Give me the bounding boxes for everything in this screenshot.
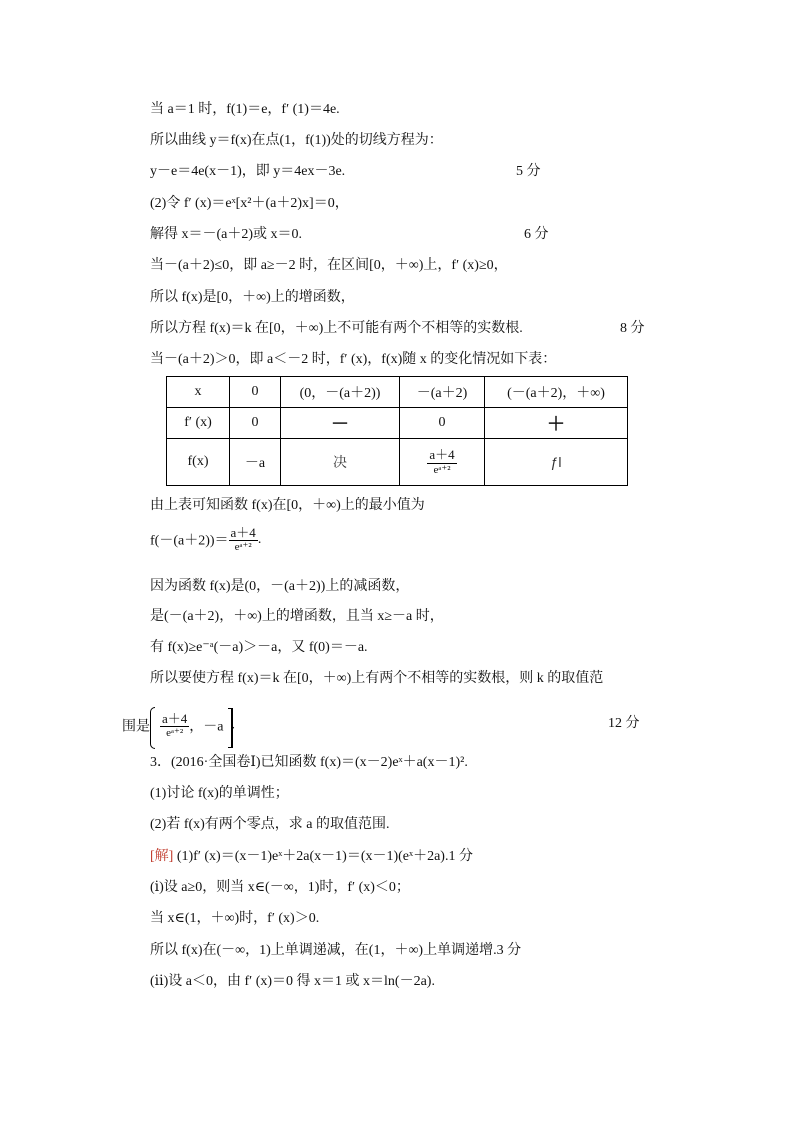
text-line: 当 a＝1 时，f(1)＝e，f′ (1)＝4e. [150,102,340,117]
table-cell: ＋ [485,408,628,439]
table-cell [400,439,485,486]
table-cell: f′ (x) [167,408,230,439]
table-cell: (－(a＋2)，＋∞) [485,377,628,408]
text-line: 有 f(x)≥e⁻ᵃ(－a)＞－a，又 f(0)＝－a. [150,640,368,655]
formula-line [122,712,235,739]
right-bracket [228,708,233,748]
denominator: eᵃ⁺² [234,541,252,554]
fraction [427,448,456,475]
text-line: (2)令 f′ (x)＝eˣ[x²＋(a＋2)x]＝0， [150,196,349,211]
numerator: a＋4 [230,525,256,540]
formula-end: . [257,531,262,547]
solution-text: (1)f′ (x)＝(x－1)eˣ＋2a(x－1)＝(x－1)(eˣ＋2a).1 分 [173,849,473,864]
text-line: 当－(a＋2)≤0，即 a≥－2 时，在区间[0，＋∞)上，f′ (x)≥0， [150,258,508,273]
text-line: (ⅱ)设 a＜0，由 f′ (x)＝0 得 x＝1 或 x＝ln(－2a). [150,974,435,989]
text-line: 所以曲线 y＝f(x)在点(1，f(1))处的切线方程为： [150,133,443,148]
left-paren [150,707,155,749]
table-row [167,439,628,486]
numerator: a＋4 [162,711,188,726]
table-cell: －a [230,439,281,486]
text-line: 当 x∈(1，＋∞)时，f′ (x)＞0. [150,911,320,926]
increasing-mark: ƒl [485,439,628,486]
text-line: 因为函数 f(x)是(0，－(a＋2))上的减函数， [150,579,410,594]
text-line: y－e＝4e(x－1)，即 y＝4ex－3e. [150,164,346,179]
numerator: a＋4 [429,447,455,463]
text-line: 所以 f(x)在(－∞，1)上单调递减，在(1，＋∞)上单调递增.3 分 [150,943,522,958]
denominator: eᵃ⁺² [433,463,451,476]
table-cell: f(x) [167,439,230,486]
decreasing-mark: 决 [281,439,400,486]
text-line: 所以要使方程 f(x)＝k 在[0，＋∞)上有两个不相等的实数根，则 k 的取值范 [150,671,604,686]
text-line: (2)若 f(x)有两个零点，求 a 的取值范围. [150,817,390,832]
table-row [167,377,628,408]
solution-tag: [解] [150,849,174,864]
table-row [167,408,628,439]
text-line: 解得 x＝－(a＋2)或 x＝0. [150,227,303,242]
variation-table [166,376,628,486]
denominator: eᵃ⁺² [166,727,184,740]
text-line: 由上表可知函数 f(x)在[0，＋∞)上的最小值为 [150,498,425,513]
fraction [229,526,258,553]
score-label: 8 分 [620,321,645,336]
problem-statement: 3．(2016·全国卷Ⅰ)已知函数 f(x)＝(x－2)eˣ＋a(x－1)². [150,755,468,770]
solution-line [150,845,473,865]
text-line: 当－(a＋2)＞0，即 a＜－2 时，f′ (x)，f(x)随 x 的变化情况如下表： [150,352,557,367]
formula-left: f(－(a＋2))＝ [150,533,229,549]
table-cell: － [281,408,400,439]
formula-mid: ，－a [189,719,224,735]
text-line: (ⅰ)设 a≥0，则当 x∈(－∞，1)时，f′ (x)＜0； [150,880,410,895]
table-cell: 0 [230,377,281,408]
text-line: 所以 f(x)是[0，＋∞)上的增函数， [150,290,355,305]
formula-line [150,526,261,553]
score-label: 6 分 [524,227,549,242]
table-cell: 0 [400,408,485,439]
score-label: 12 分 [608,716,640,731]
formula-left: 围是 [122,719,150,735]
text-line: 所以方程 f(x)＝k 在[0，＋∞)上不可能有两个不相等的实数根. [150,321,523,336]
table-cell: (0，－(a＋2)) [281,377,400,408]
table-cell: x [167,377,230,408]
text-line: 是(－(a＋2)，＋∞)上的增函数，且当 x≥－a 时， [150,609,444,624]
table-cell: －(a＋2) [400,377,485,408]
text-line: (1)讨论 f(x)的单调性； [150,786,289,801]
score-label: 5 分 [516,164,541,179]
table-cell: 0 [230,408,281,439]
fraction [160,712,189,739]
formula-end: . [231,717,235,733]
